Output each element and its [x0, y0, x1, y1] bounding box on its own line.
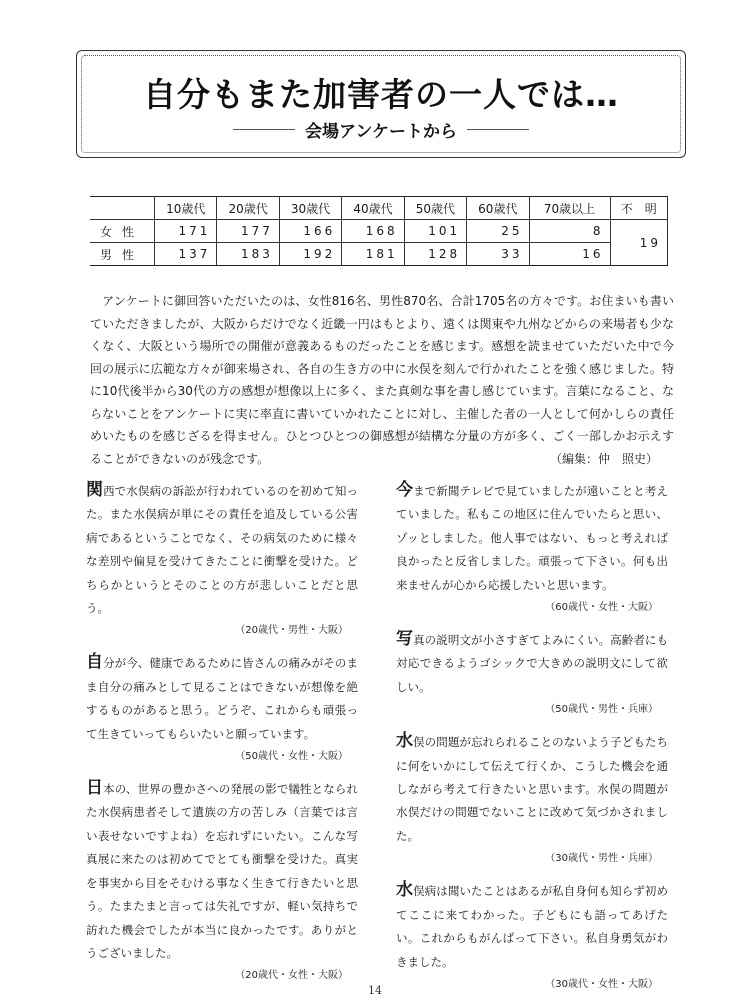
table-row-male — [90, 243, 668, 266]
table-cell: 137 — [155, 243, 217, 266]
comment-text: 真の説明文が小さすぎてよみにくい。高齢者にも対応できるようゴシックで大きめの説明文にして欲しい。 — [396, 633, 669, 694]
comments-left-column — [86, 480, 358, 997]
table-header-row — [90, 197, 668, 220]
table-corner — [90, 197, 155, 220]
subtitle-row — [77, 117, 685, 142]
table-cell: 171 — [155, 220, 217, 243]
column-header: 60歳代 — [467, 197, 529, 220]
table-cell: 33 — [467, 243, 529, 266]
table-cell: 168 — [342, 220, 404, 243]
comment-text: 西で水俣病の訴訟が行われているのを初めて知った。また水俣病が単にその責任を追及している公害病であるということでなく、その病気のために様々な差別や偏見を受けてきたことに衝撃を受けた。どちらかというとそのことの方が悲しいことだと思う。 — [86, 484, 359, 616]
comment-attribution: （50歳代・男性・兵庫） — [545, 704, 658, 716]
comment-attribution: （20歳代・女性・大阪） — [235, 970, 348, 982]
table-cell: 166 — [279, 220, 341, 243]
survey-comment — [86, 652, 358, 768]
survey-comment — [396, 480, 668, 619]
table-cell-unknown: 19 — [610, 220, 667, 266]
column-header: 40歳代 — [342, 197, 404, 220]
survey-comment — [396, 731, 668, 870]
survey-comment — [86, 778, 358, 987]
table-cell: 101 — [404, 220, 466, 243]
title-frame — [76, 50, 686, 158]
comment-text: 本の、世界の豊かさへの発展の影で犠牲となられた水俣病患者そして遺族の方の苦しみ（言葉では言い表せないですよね）を忘れずにいたい。こんな写真展に来たのは初めてでとても衝撃を受けた。真実を事実から目をそむける事なく生きて行きたいと思う。たまたまと言っては失礼ですが、軽い気持ちで訪れた機会でしたが本当に良かったです。ありがとうございました。 — [86, 782, 359, 960]
comment-attribution: （20歳代・男性・大阪） — [235, 625, 348, 637]
column-header: 70歳以上 — [529, 197, 610, 220]
subtitle-rule-right — [467, 129, 529, 130]
comment-attribution: （30歳代・女性・大阪） — [545, 978, 658, 990]
comment-text: 俣病は聞いたことはあるが私自身何も知らず初めてここに来てわかった。子どもにも語ってあげたい。これからもがんばって下さい。私自身勇気がわきました。 — [396, 884, 669, 969]
comment-initial: 関 — [86, 480, 104, 500]
row-label-female: 女性 — [90, 220, 155, 243]
table-cell: 16 — [529, 243, 610, 266]
comments-right-column — [396, 480, 668, 1006]
comment-attribution: （50歳代・女性・大阪） — [235, 751, 348, 763]
comment-text: 俣の問題が忘れられることのないよう子どもたちに何をいかにして伝えて行くか、こうした機会を通しながら考えて行きたいと思います。水俣の問題が水俣だけの問題でないことに改めて気づかされました。 — [396, 735, 669, 843]
comment-text: 分が今、健康であるために皆さんの痛みがそのまま自分の痛みとして見ることはできないが想像を絶するものがあると思う。どうぞ、これからも頑張って生きていってもらいたいと願っています。 — [86, 656, 359, 741]
column-header: 10歳代 — [155, 197, 217, 220]
table-cell: 181 — [342, 243, 404, 266]
table-cell: 192 — [279, 243, 341, 266]
comment-attribution: （60歳代・女性・大阪） — [545, 602, 658, 614]
comment-initial: 水 — [396, 731, 414, 752]
row-label-male: 男性 — [90, 243, 155, 266]
table-cell: 128 — [404, 243, 466, 266]
subtitle-rule-left — [233, 129, 295, 130]
editor-credit: （編集：仲 照史） — [549, 451, 658, 466]
table-cell: 183 — [217, 243, 279, 266]
page-title: 自分もまた加害者の一人では… — [143, 75, 619, 114]
comment-initial: 水 — [396, 880, 414, 901]
table-row-female — [90, 220, 668, 243]
column-header: 20歳代 — [217, 197, 279, 220]
table-cell: 177 — [217, 220, 279, 243]
comment-initial: 自 — [86, 652, 104, 673]
column-header: 不 明 — [610, 197, 667, 220]
intro-text: アンケートに御回答いただいたのは、女性816名、男性870名、合計1705名の方々です。お住まいも書いていただきましたが、大阪からだけでなく近畿一円はもとより、遠くは関東や九州などからの来場者も少なくなく、大阪という場所での開催が意義あるものだったことを感じます。感想を読ませていただいた中で今回の展示に広範な方々が御来場され、各自の生き方の中に水俣を刻んで行かれたことを強く感じました。特に10代後半から30代の方の感想が想像以上に多く、また真剣な事を書し感じています。言葉になること、ならないことをアンケートに実に率直に書いていかれたことに対し、主催した者の一人として何かしらの責任めいたものを感じざるを得ません。ひとつひとつの御感想が結構な分量の方が多く、ごく一部しかお示えすることができないのが残念です。 — [90, 294, 674, 466]
comment-initial: 写 — [396, 629, 414, 650]
column-header: 30歳代 — [279, 197, 341, 220]
comment-attribution: （30歳代・男性・兵庫） — [545, 853, 658, 865]
survey-comment — [86, 480, 358, 642]
comment-text: まで新聞テレビで見ていましたが遠いことと考えていました。私もこの地区に住んでいたらと思い、ゾッとしました。他人事ではない、もっと考えれば良かったと反省しました。頑張って下さい。何も出来ませんが心から応援したいと思います。 — [396, 484, 668, 592]
comment-initial: 日 — [86, 778, 104, 799]
intro-paragraph — [90, 290, 674, 470]
table-cell: 25 — [467, 220, 529, 243]
column-header: 50歳代 — [404, 197, 466, 220]
comment-initial: 今 — [396, 480, 414, 500]
table-cell: 8 — [529, 220, 610, 243]
survey-comment — [396, 880, 668, 996]
page-number: 14 — [368, 984, 382, 997]
survey-comment — [396, 629, 668, 721]
respondent-stats-table — [90, 196, 668, 266]
page-subtitle: 会場アンケートから — [305, 122, 457, 142]
